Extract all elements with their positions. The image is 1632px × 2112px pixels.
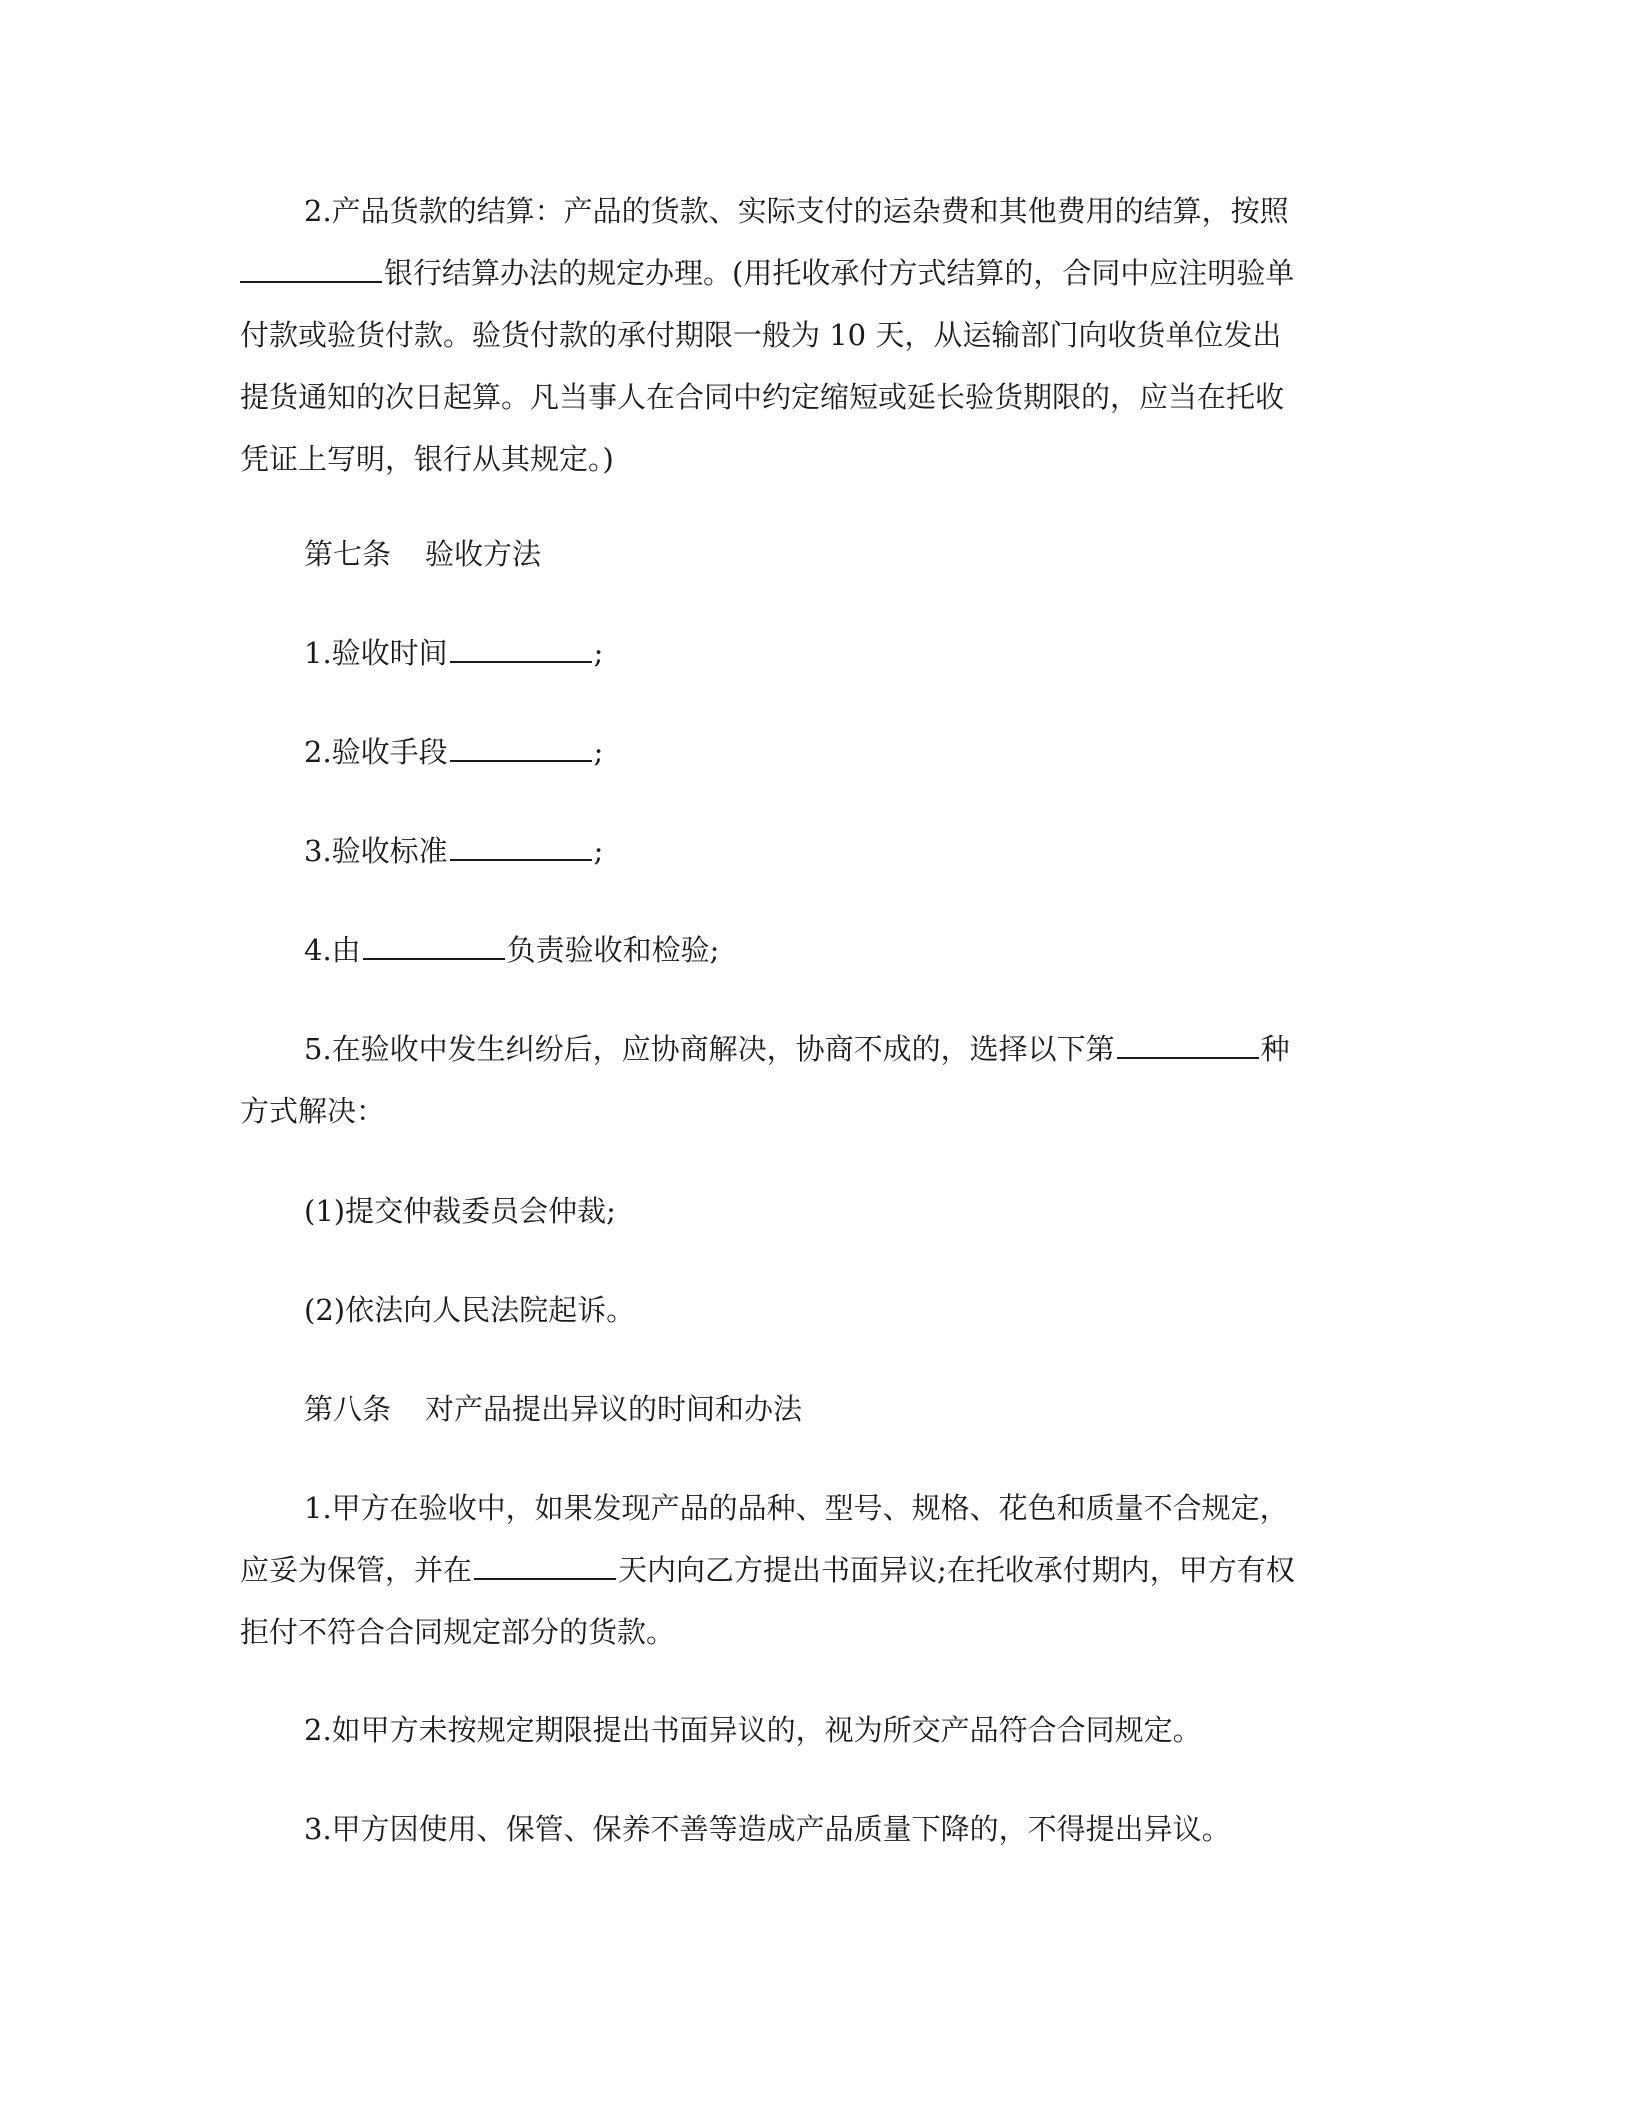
article8-heading [240, 1378, 1390, 1440]
blank-field [363, 932, 505, 960]
paragraph-line [240, 1539, 1390, 1601]
article8-item1 [240, 1477, 1390, 1663]
blank-field [450, 635, 592, 663]
blank-field [1117, 1031, 1259, 1059]
article-number: 第八条 [304, 1392, 392, 1426]
item-suffix: 天内向乙方提出书面异议;在托收承付期内，甲方有权 [618, 1553, 1295, 1587]
article-title: 对产品提出异议的时间和办法 [425, 1392, 803, 1426]
item-suffix: ; [593, 735, 604, 769]
item-suffix: ; [593, 636, 604, 670]
article7-item2 [240, 721, 1390, 783]
article7-item3 [240, 820, 1390, 882]
paragraph-line [240, 242, 1390, 304]
paragraph-line: 方式解决： [240, 1094, 386, 1128]
item-suffix: 负责验收和检验; [506, 933, 720, 967]
article7-item4 [240, 919, 1390, 981]
paragraph-line: 1.甲方在验收中，如果发现产品的品种、型号、规格、花色和质量不合规定， [304, 1491, 1289, 1525]
item-prefix: 5.在验收中发生纠纷后，应协商解决，协商不成的，选择以下第 [304, 1032, 1115, 1066]
item-label: 1.验收时间 [304, 636, 448, 670]
paragraph-line: 凭证上写明，银行从其规定。) [240, 442, 614, 476]
article7-option1: (1)提交仲裁委员会仲裁; [304, 1194, 616, 1228]
blank-field [474, 1552, 616, 1580]
item-suffix: 种 [1260, 1032, 1290, 1066]
item-prefix: 4.由 [304, 933, 361, 967]
article7-item5 [240, 1018, 1390, 1142]
paragraph-line: 拒付不符合合同规定部分的货款。 [240, 1615, 676, 1649]
blank-field [450, 833, 592, 861]
item-suffix: ; [593, 834, 604, 868]
article8-item3: 3.甲方因使用、保管、保养不善等造成产品质量下降的，不得提出异议。 [304, 1812, 1231, 1846]
article8-item2: 2.如甲方未按规定期限提出书面异议的，视为所交产品符合合同规定。 [304, 1713, 1202, 1747]
item-label: 3.验收标准 [304, 834, 448, 868]
blank-field [450, 734, 592, 762]
article7-heading [240, 523, 1390, 585]
paragraph-text: 银行结算办法的规定办理。(用托收承付方式结算的，合同中应注明验单 [384, 256, 1295, 290]
article7-option2: (2)依法向人民法院起诉。 [304, 1293, 636, 1327]
blank-field [240, 255, 382, 283]
article-title: 验收方法 [425, 537, 542, 571]
paragraph-line: 提货通知的次日起算。凡当事人在合同中约定缩短或延长验货期限的，应当在托收 [240, 380, 1285, 414]
item-label: 2.验收手段 [304, 735, 448, 769]
paragraph-line: 2.产品货款的结算：产品的货款、实际支付的运杂费和其他费用的结算，按照 [304, 194, 1289, 228]
item-prefix: 应妥为保管，并在 [240, 1553, 473, 1587]
article7-item1 [240, 622, 1390, 684]
paragraph-payment-settlement [240, 180, 1390, 490]
article-number: 第七条 [304, 537, 392, 571]
paragraph-line: 付款或验货付款。验货付款的承付期限一般为 10 天，从运输部门向收货单位发出 [240, 318, 1282, 352]
